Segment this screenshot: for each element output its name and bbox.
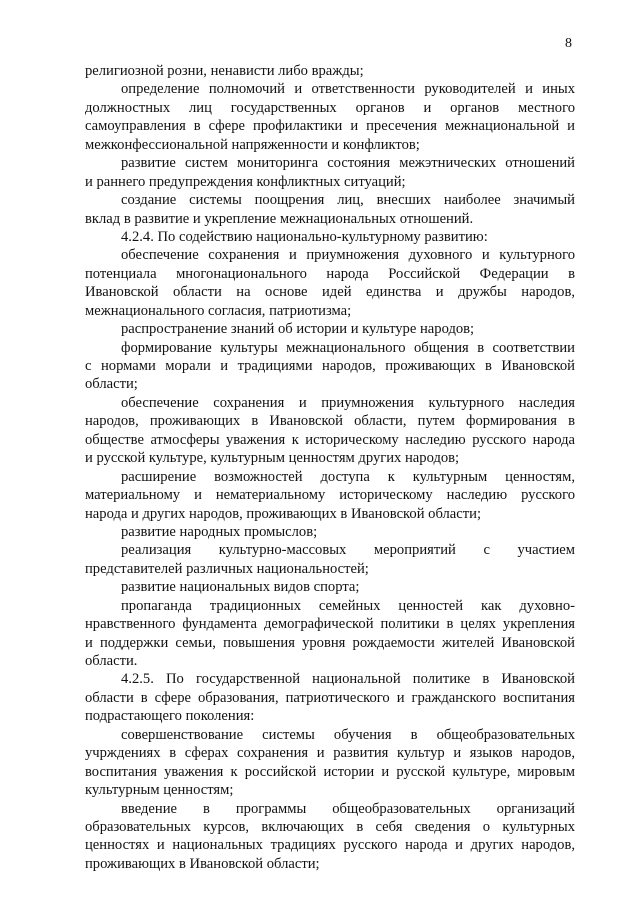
text-line: совершенствование системы обучения в общеобразовательных [121,726,575,743]
text-line: вклад в развитие и укрепление межнациональных отношений. [85,210,474,227]
text-line: введение в программы общеобразовательных организаций [121,800,575,817]
text-line: создание системы поощрения лиц, внесших наиболее значимый [121,192,575,209]
text-line: представителей различных национальностей; [85,560,369,577]
text-line: развитие систем мониторинга состояния межэтнических отношений [121,155,575,172]
text-line: обществе атмосферы уважения к историческому наследию русского народа [85,431,575,448]
text-line: потенциала многонационального народа Российской Федерации в [85,265,575,282]
text-line: и раннего предупреждения конфликтных ситуаций; [85,173,406,190]
text-line: материальному и нематериальному историческому наследию русского [85,487,575,504]
text-line: расширение возможностей доступа к культурным ценностям, [121,468,575,485]
text-line: проживающих в Ивановской области; [85,855,320,872]
text-line: пропаганда традиционных семейных ценностей как духовно- [121,597,575,614]
text-line: культурным ценностям; [85,782,234,799]
text-line: определение полномочий и ответственности руководителей и иных [121,81,575,98]
text-line: и русской культуре, культурным ценностям других народов; [85,450,460,467]
text-line: развитие народных промыслов; [121,523,318,540]
text-line: религиозной розни, ненависти либо вражды; [85,63,364,79]
text-line: нравственного фундамента демографической политики в целях укрепления [85,616,575,633]
text-line: должностных лиц государственных органов и органов местного [85,99,575,116]
text-line: самоуправления в сфере профилактики и пресечения межнациональной и [85,118,575,135]
text-line: образовательных курсов, включающих в себя сведения о культурных [85,818,575,835]
text-line: 4.2.4. По содействию национально-культурному развитию: [121,228,488,245]
text-line: с нормами морали и традициями народов, проживающих в Ивановской [85,358,575,374]
text-line: обеспечение сохранения и приумножения культурного наследия [121,394,575,411]
text-line: и поддержки семьи, повышения уровня рождаемости жителей Ивановской [85,634,575,651]
text-line: 4.2.5. По государственной национальной политике в Ивановской [121,671,575,688]
text-line: области в сфере образования, патриотического и гражданского воспитания [85,689,575,706]
text-line: подрастающего поколения: [85,708,255,725]
text-line: области; [85,376,138,393]
text-line: обеспечение сохранения и приумножения духовного и культурного [121,247,575,264]
text-line: народа и других народов, проживающих в Ивановской области; [85,505,481,522]
text-line: воспитания уважения к российской истории и русской культуре, мировым [85,763,575,780]
text-line: формирование культуры межнационального общения в соответствии [121,339,575,356]
text-line: межнационального согласия, патриотизма; [85,302,352,319]
text-line: области. [85,653,138,669]
text-line: реализация культурно-массовых мероприятий с участием [121,542,575,559]
text-line: Ивановской области на основе идей единства и дружбы народов, [85,284,575,301]
text-line: ценностях и национальных традициях русского народа и других народов, [85,837,575,854]
text-line: развитие национальных видов спорта; [121,579,360,596]
text-line: межконфессиональной напряженности и конфликтов; [85,136,420,153]
page-number: 8 [565,36,572,51]
text-line: учрждениях в сферах сохранения и развития культур и языков народов, [85,745,575,762]
document-body [85,62,575,873]
text-line: распространение знаний об истории и культуре народов; [121,321,475,338]
text-line: народов, проживающих в Ивановской области, путем формирования в [85,413,575,430]
